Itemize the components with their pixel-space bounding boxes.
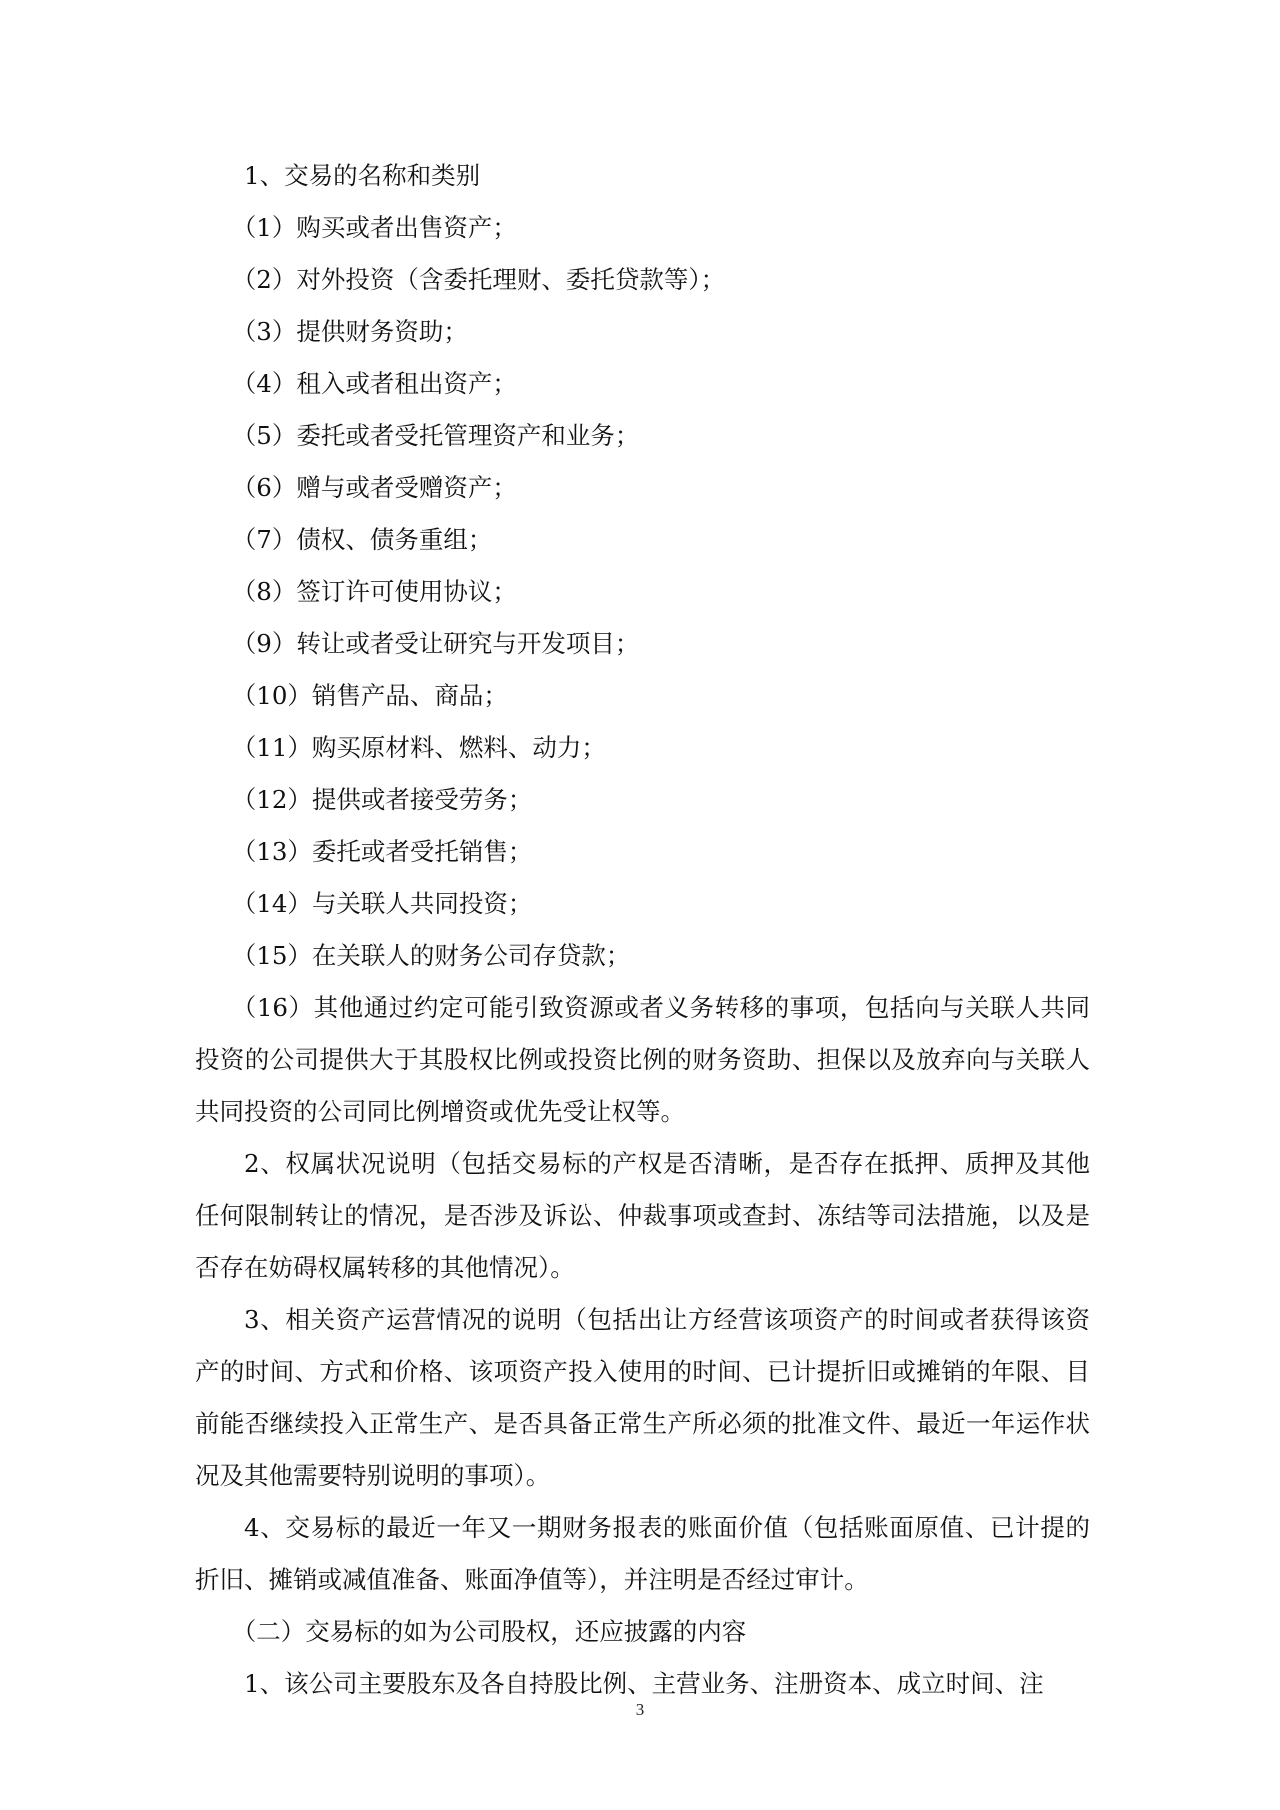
list-item-3: （3）提供财务资助； — [231, 317, 468, 346]
list-item-9: （9）转让或者受让研究与开发项目； — [231, 629, 640, 658]
subsection-1-paragraph: 1、该公司主要股东及各自持股比例、主营业务、注册资本、成立时间、注 — [244, 1669, 1044, 1698]
list-item-10: （10）销售产品、商品； — [231, 681, 508, 710]
list-item-6: （6）赠与或者受赠资产； — [231, 473, 517, 502]
list-item-4: （4）租入或者租出资产； — [231, 369, 517, 398]
list-item-12: （12）提供或者接受劳务； — [231, 785, 533, 814]
list-item-5: （5）委托或者受托管理资产和业务； — [231, 421, 640, 450]
list-item-11: （11）购买原材料、燃料、动力； — [231, 733, 606, 762]
section-2-paragraph: 2、权属状况说明（包括交易标的产权是否清晰，是否存在抵押、质押及其他任何限制转让的情况，是否涉及诉讼、仲裁事项或查封、冻结等司法措施，以及是否存在妨碍权属转移的其他情况）。 — [195, 1149, 1090, 1282]
document-body — [195, 150, 1090, 1710]
section-4-paragraph: 4、交易标的最近一年又一期财务报表的账面价值（包括账面原值、已计提的折旧、摊销或减值准备、账面净值等），并注明是否经过审计。 — [195, 1513, 1090, 1594]
list-item-8: （8）签订许可使用协议； — [231, 577, 517, 606]
list-item-7: （7）债权、债务重组； — [231, 525, 493, 554]
list-item-2: （2）对外投资（含委托理财、委托贷款等）； — [231, 265, 726, 294]
list-item-15: （15）在关联人的财务公司存贷款； — [231, 941, 631, 970]
list-item-16: （16）其他通过约定可能引致资源或者义务转移的事项，包括向与关联人共同投资的公司提供大于其股权比例或投资比例的财务资助、担保以及放弃向与关联人共同投资的公司同比例增资或优先受让权等。 — [195, 993, 1090, 1126]
list-item-13: （13）委托或者受托销售； — [231, 837, 533, 866]
list-item-14: （14）与关联人共同投资； — [231, 889, 533, 918]
page-number: 3 — [635, 1700, 645, 1719]
section-1-title: 1、交易的名称和类别 — [244, 161, 481, 190]
list-item-1: （1）购买或者出售资产； — [231, 213, 517, 242]
section-3-paragraph: 3、相关资产运营情况的说明（包括出让方经营该项资产的时间或者获得该资产的时间、方式和价格、该项资产投入使用的时间、已计提折旧或摊销的年限、目前能否继续投入正常生产、是否具备正常生产所必须的批准文件、最近一年运作状况及其他需要特别说明的事项）。 — [195, 1305, 1090, 1490]
subsection-heading: （二）交易标的如为公司股权，还应披露的内容 — [231, 1617, 747, 1646]
